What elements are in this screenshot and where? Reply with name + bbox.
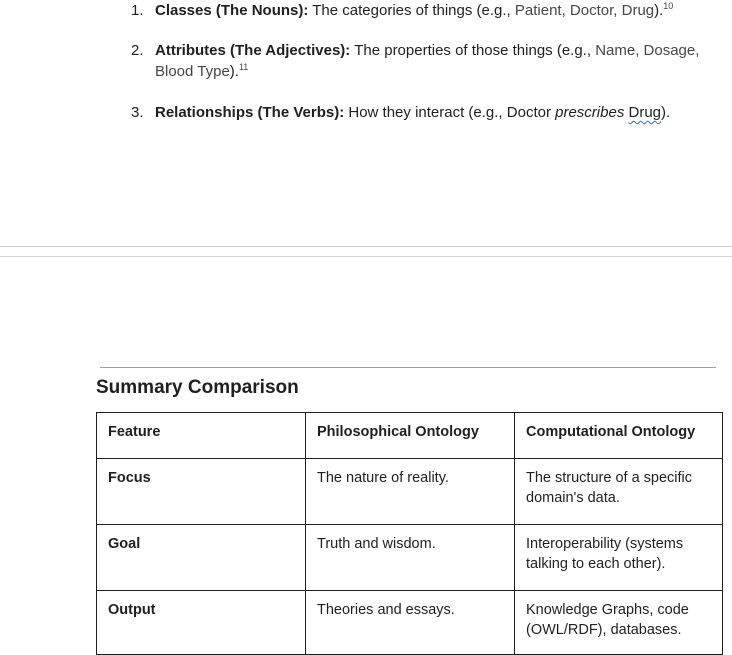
list-item: [131, 40, 706, 82]
table-row: [97, 459, 723, 525]
table-header-row: [97, 413, 723, 459]
list-examples: Name, Dosage, Blood Type: [155, 42, 700, 80]
list-emphasis: prescribes: [555, 104, 625, 121]
list-number: 1.: [131, 2, 144, 19]
table-cell: Theories and essays.: [306, 591, 515, 655]
list-text: The properties of those things (e.g.,: [350, 42, 596, 59]
footnote-reference[interactable]: 11: [238, 62, 249, 72]
spellcheck-flagged-word[interactable]: Drug: [628, 104, 662, 121]
comparison-table: [96, 412, 723, 655]
list-text-after: ).: [654, 2, 664, 19]
footnote-reference[interactable]: 10: [663, 1, 674, 11]
table-cell: Knowledge Graphs, code (OWL/RDF), databases.: [515, 591, 723, 655]
list-item-body: [155, 102, 706, 123]
list-item-body: [155, 0, 706, 21]
table-row: [97, 525, 723, 591]
column-header: Philosophical Ontology: [306, 413, 515, 459]
horizontal-rule: [100, 367, 716, 368]
table-cell: Output: [97, 591, 306, 655]
section-heading: Summary Comparison: [96, 377, 299, 398]
table-cell: Goal: [97, 525, 306, 591]
list-item: [131, 0, 706, 21]
list-text: The categories of things (e.g.,: [308, 2, 515, 19]
page-break: [0, 246, 732, 257]
list-term: Attributes (The Adjectives):: [155, 42, 351, 59]
list-examples: Patient, Doctor, Drug: [514, 2, 655, 19]
list-term: Classes (The Nouns):: [155, 2, 309, 19]
table-cell: The nature of reality.: [306, 459, 515, 525]
column-header: Feature: [97, 413, 306, 459]
list-text-after: ).: [661, 104, 671, 121]
list-number: 2.: [131, 42, 144, 59]
table-cell: Truth and wisdom.: [306, 525, 515, 591]
list-term: Relationships (The Verbs):: [155, 104, 345, 121]
table-row: [97, 591, 723, 655]
list-text: How they interact (e.g., Doctor: [344, 104, 556, 121]
list-item-body: [155, 40, 706, 82]
table-cell: The structure of a specific domain's data.: [515, 459, 723, 525]
column-header: Computational Ontology: [515, 413, 723, 459]
list-number: 3.: [131, 104, 144, 121]
list-item: [131, 102, 706, 123]
table-cell: Focus: [97, 459, 306, 525]
table-cell: Interoperability (systems talking to each other).: [515, 525, 723, 591]
list-text-after: ).: [229, 63, 239, 80]
